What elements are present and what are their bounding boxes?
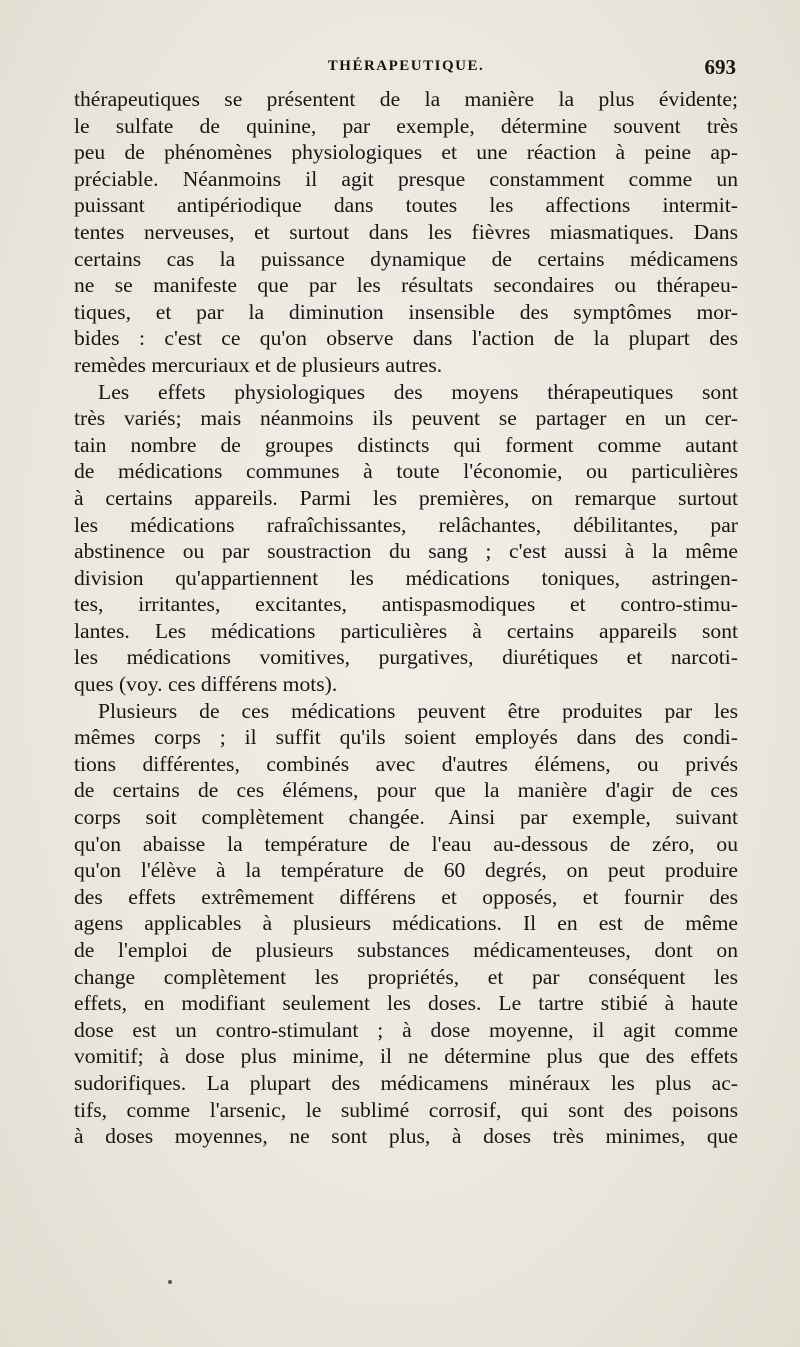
text-line: les médications rafraîchissantes, relâchantes, débilitantes, par bbox=[74, 512, 738, 537]
text-line: de certains de ces élémens, pour que la manière d'agir de ces bbox=[74, 778, 738, 803]
text-line: ques (voy. ces différens mots). bbox=[74, 672, 338, 697]
text-line: dose est un contro-stimulant ; à dose moyenne, il agit comme bbox=[74, 1017, 738, 1042]
text-line: Plusieurs de ces médications peuvent être produites par les bbox=[98, 698, 738, 723]
text-line: tentes nerveuses, et surtout dans les fièvres miasmatiques. Dans bbox=[74, 219, 738, 244]
text-line: effets, en modifiant seulement les doses. Le tartre stibié à haute bbox=[74, 991, 738, 1016]
text-line: tain nombre de groupes distincts qui forment comme autant bbox=[74, 432, 738, 457]
text-line: Les effets physiologiques des moyens thérapeutiques sont bbox=[98, 379, 738, 404]
text-line: ne se manifeste que par les résultats secondaires ou thérapeu- bbox=[74, 273, 738, 298]
paper-speck bbox=[168, 1280, 172, 1284]
text-line: à doses moyennes, ne sont plus, à doses très minimes, que bbox=[74, 1124, 738, 1149]
text-line: agens applicables à plusieurs médications. Il en est de même bbox=[74, 911, 738, 936]
text-line: change complètement les propriétés, et par conséquent les bbox=[74, 964, 738, 989]
text-line: thérapeutiques se présentent de la manière la plus évidente; bbox=[74, 87, 738, 111]
body-text bbox=[74, 86, 738, 1150]
text-line: tifs, comme l'arsenic, le sublimé corrosif, qui sont des poisons bbox=[74, 1097, 738, 1122]
text-line: division qu'appartiennent les médications toniques, astringen- bbox=[74, 565, 738, 590]
text-line: à certains appareils. Parmi les premières, on remarque surtout bbox=[74, 485, 738, 510]
text-line: mêmes corps ; il suffit qu'ils soient employés dans des condi- bbox=[74, 725, 738, 750]
text-line: très variés; mais néanmoins ils peuvent se partager en un cer- bbox=[74, 406, 738, 431]
text-line: vomitif; à dose plus minime, il ne détermine plus que des effets bbox=[74, 1044, 738, 1069]
text-line: puissant antipériodique dans toutes les affections intermit- bbox=[74, 193, 738, 218]
text-line: corps soit complètement changée. Ainsi par exemple, suivant bbox=[74, 805, 738, 830]
text-line: peu de phénomènes physiologiques et une réaction à peine ap- bbox=[74, 140, 738, 165]
text-line: remèdes mercuriaux et de plusieurs autres. bbox=[74, 352, 443, 377]
text-line: tes, irritantes, excitantes, antispasmodiques et contro-stimu- bbox=[74, 592, 738, 617]
text-line: tiques, et par la diminution insensible des symptômes mor- bbox=[74, 299, 738, 324]
text-line: de médications communes à toute l'économie, ou particulières bbox=[74, 459, 738, 484]
text-line: les médications vomitives, purgatives, diurétiques et narcoti- bbox=[74, 645, 738, 670]
page-number: 693 bbox=[704, 55, 736, 79]
text-line: bides : c'est ce qu'on observe dans l'action de la plupart des bbox=[74, 326, 738, 351]
text-line: tions différentes, combinés avec d'autres élémens, ou privés bbox=[74, 751, 738, 776]
running-title: THÉRAPEUTIQUE. bbox=[327, 58, 485, 74]
text-line: qu'on l'élève à la température de 60 degrés, on peut produire bbox=[74, 858, 738, 883]
text-line: abstinence ou par soustraction du sang ; c'est aussi à la même bbox=[74, 539, 738, 564]
text-line: le sulfate de quinine, par exemple, détermine souvent très bbox=[74, 113, 738, 138]
text-line: des effets extrêmement différens et opposés, et fournir des bbox=[74, 884, 738, 909]
text-line: lantes. Les médications particulières à certains appareils sont bbox=[74, 618, 738, 643]
text-line: de l'emploi de plusieurs substances médicamenteuses, dont on bbox=[74, 938, 738, 962]
text-line: certains cas la puissance dynamique de certains médicamens bbox=[74, 246, 738, 271]
text-line: préciable. Néanmoins il agit presque constamment comme un bbox=[74, 166, 738, 191]
text-line: qu'on abaisse la température de l'eau au-dessous de zéro, ou bbox=[74, 831, 738, 856]
text-line: sudorifiques. La plupart des médicamens minéraux les plus ac- bbox=[74, 1070, 738, 1095]
page-header bbox=[74, 55, 738, 82]
